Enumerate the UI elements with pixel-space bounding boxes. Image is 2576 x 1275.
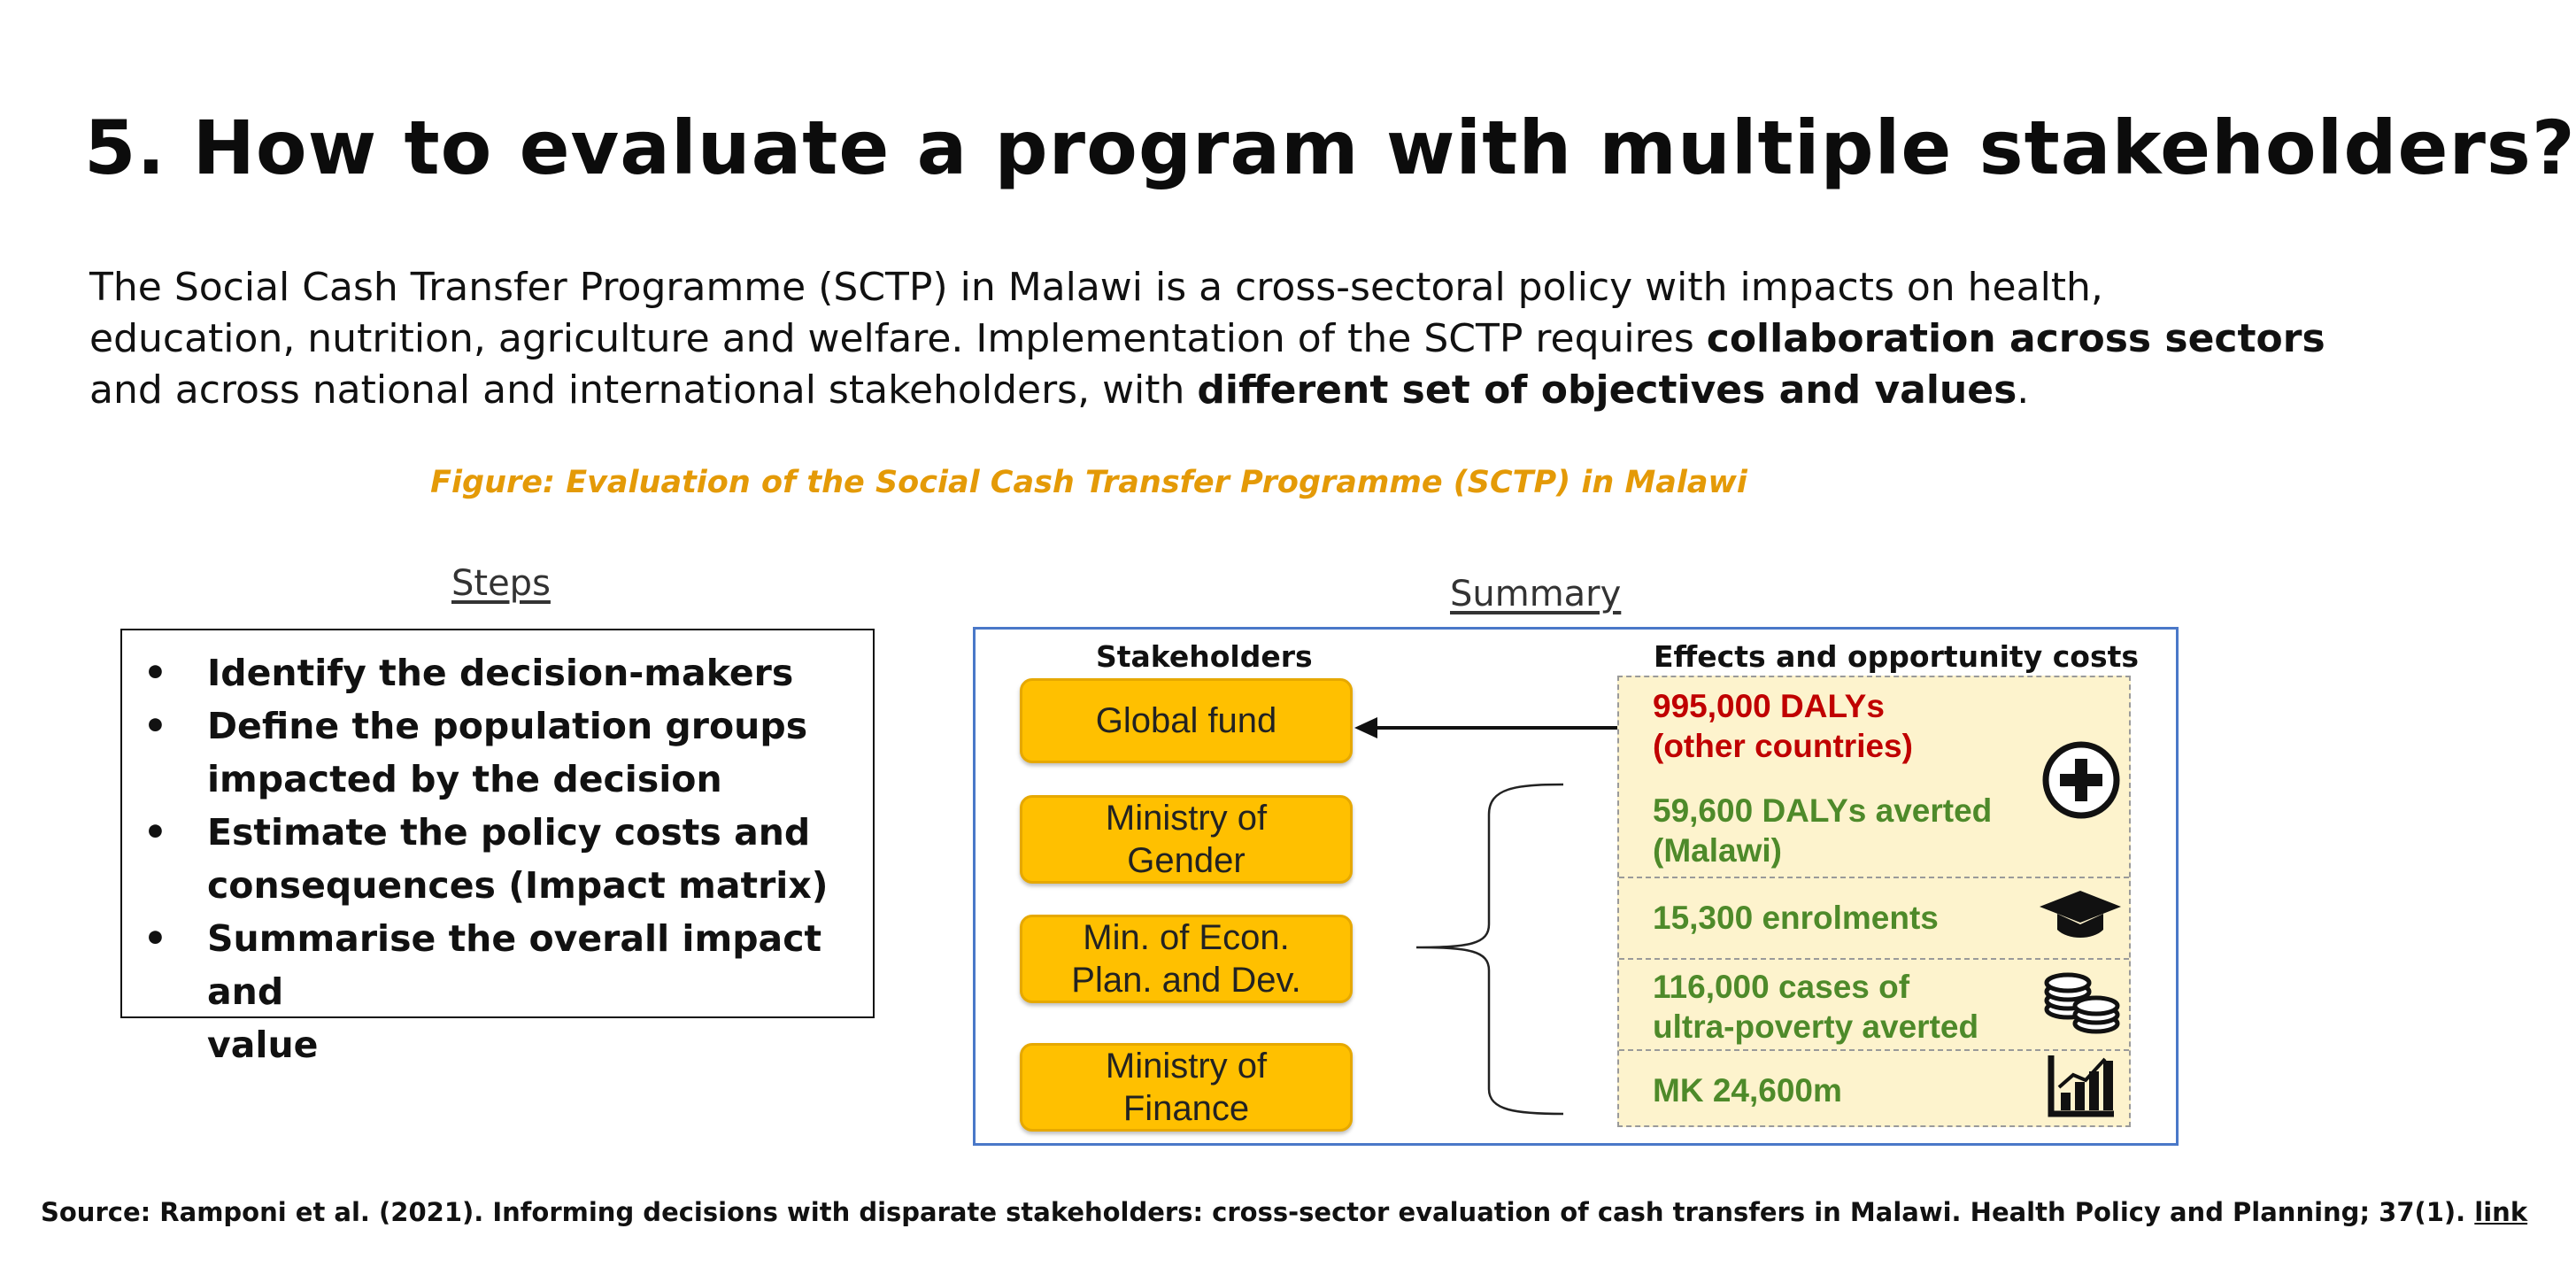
stakeholder-label-line-1: Min. of Econ. [1083,918,1290,957]
effect-malawi-line-1: 59,600 DALYs averted [1653,792,1993,829]
step-4-line-2: value [207,1024,319,1066]
step-3-line-2: consequences (Impact matrix) [207,864,829,907]
stakeholders-heading: Stakeholders [1096,639,1313,674]
effect-malawi-dalys [1653,791,1992,870]
step-2-line-2: impacted by the decision [207,758,722,800]
intro-line-2-bold: collaboration across sectors [1706,316,2325,361]
stakeholder-label-line-2: Finance [1122,1089,1250,1128]
effect-poverty-line-1: 116,000 cases of [1653,969,1910,1005]
effect-malawi-line-2: (Malawi) [1653,832,1782,869]
source-citation [41,1197,2528,1227]
slide-title: 5. How to evaluate a program with multiple stakeholders? [84,104,2576,191]
summary-heading: Summary [1450,574,1622,614]
step-2-line-1: Define the population groups [207,705,808,747]
intro-line-3-end: . [2017,367,2030,413]
coins-icon [2041,969,2123,1038]
stakeholder-label-line-1: Ministry of [1105,1047,1268,1086]
bullet: • [143,704,167,747]
figure-caption: Figure: Evaluation of the Social Cash Transfer Programme (SCTP) in Malawi [430,465,1747,500]
step-1-line-1: Identify the decision-makers [207,652,794,694]
stakeholder-label-line-1: Ministry of [1105,799,1268,838]
intro-line-3-text: and across national and international stakeholders, with [89,367,1198,413]
effect-poverty-line-2: ultra-poverty averted [1653,1008,1979,1045]
source-text: Source: Ramponi et al. (2021). Informing decisions with disparate stakeholders: cross-sector evaluation of cash transfers in Malawi. Health Policy and Planning; 37(1). [41,1197,2475,1227]
bullet: • [143,810,167,854]
stakeholder-label-line-2: Plan. and Dev. [1071,961,1301,1000]
stakeholder-label: Global fund [1095,701,1277,740]
bullet: • [143,651,167,694]
bar-chart-icon [2047,1052,2117,1119]
plus-circle-icon [2040,739,2122,821]
graduation-cap-icon [2038,887,2123,944]
effect-other-countries [1653,686,1913,766]
curly-brace [1416,784,1563,1114]
effects-heading: Effects and opportunity costs [1654,639,2139,674]
effect-poverty-text [1653,967,1978,1047]
bullet: • [143,916,167,960]
intro-line-1: The Social Cash Transfer Programme (SCTP) in Malawi is a cross-sectoral policy with impacts on health, [89,265,2103,310]
steps-heading: Steps [451,563,551,604]
step-4-line-1: Summarise the overall impact and [207,917,822,1013]
arrow-head [1354,717,1377,738]
effect-other-countries-line-2: (other countries) [1653,728,1913,764]
effect-cost-text: MK 24,600m [1653,1072,1842,1109]
intro-line-2-text: education, nutrition, agriculture and welfare. Implementation of the SCTP requires [89,316,1707,361]
source-link[interactable]: link [2474,1197,2528,1227]
stakeholder-label-line-2: Gender [1127,841,1246,880]
effect-other-countries-line-1: 995,000 DALYs [1653,688,1885,724]
step-3-line-1: Estimate the policy costs and [207,811,811,854]
effect-enrolments: 15,300 enrolments [1653,900,1939,936]
intro-line-3-bold: different set of objectives and values [1197,367,2017,413]
